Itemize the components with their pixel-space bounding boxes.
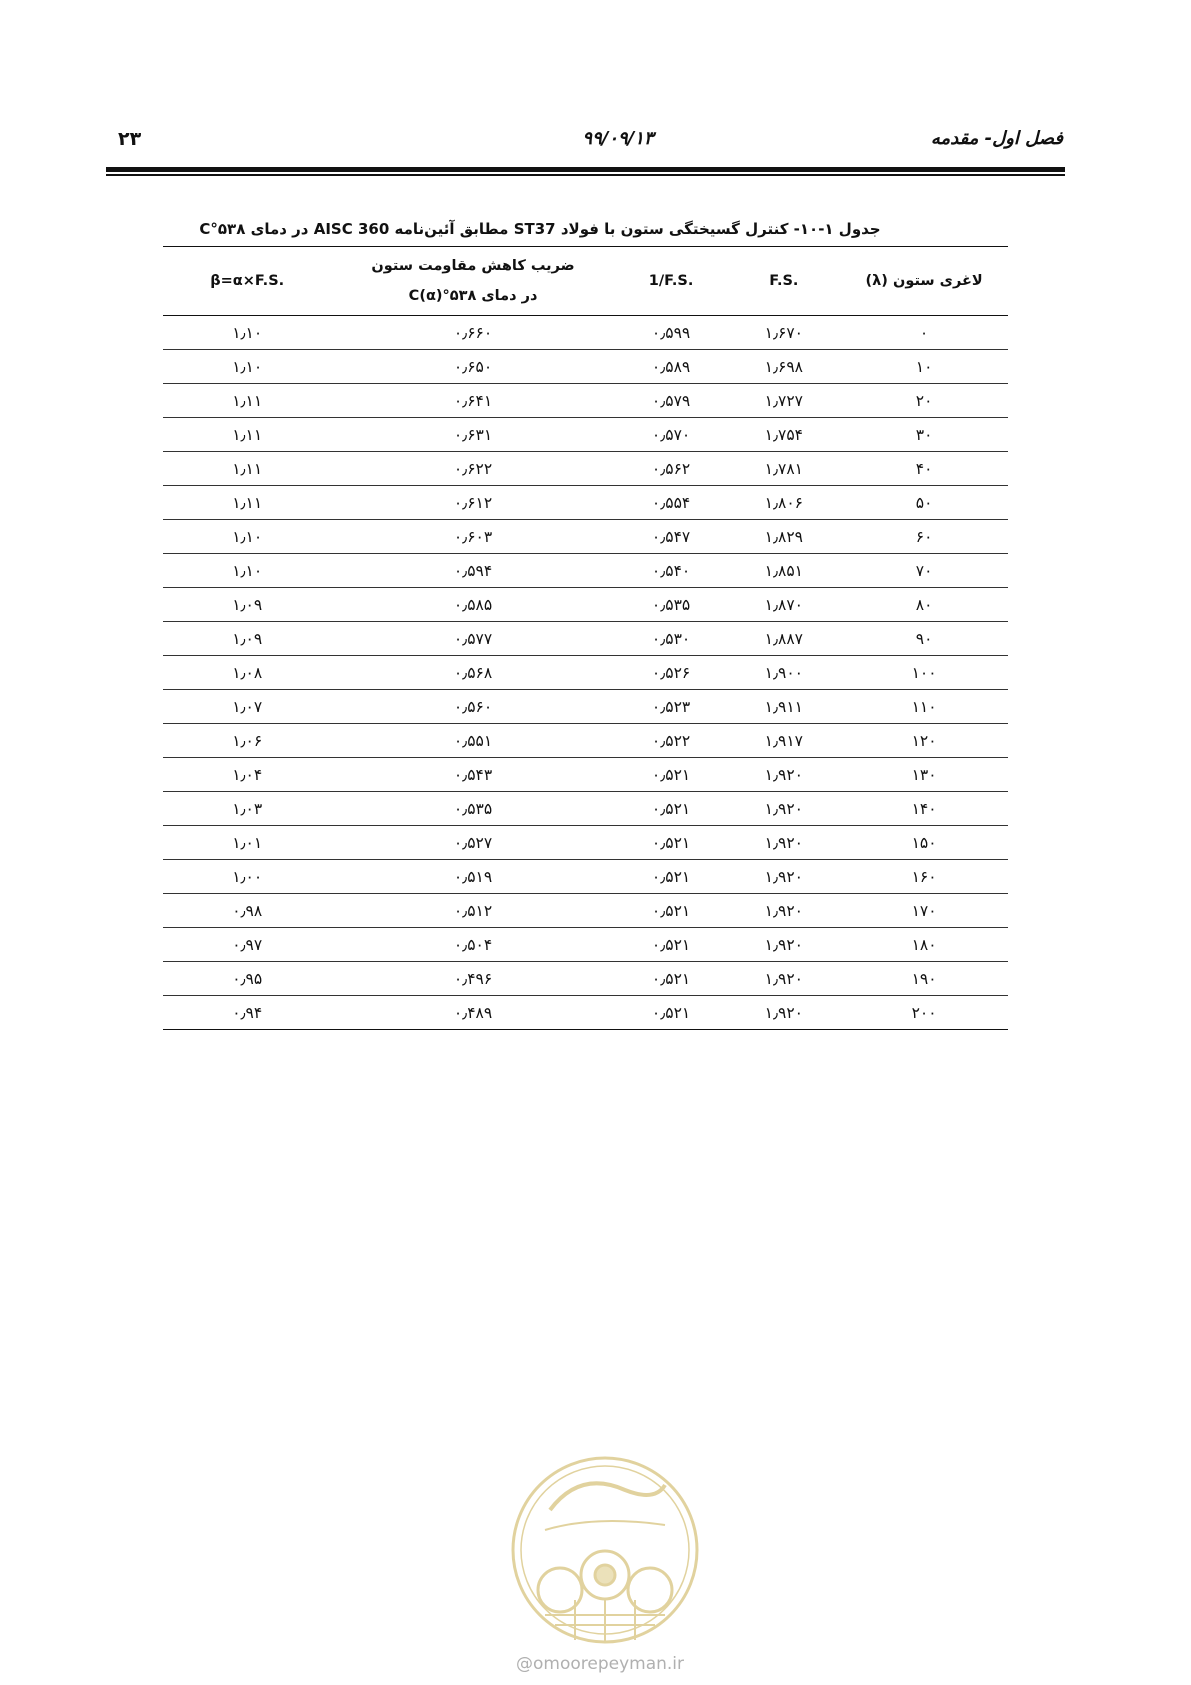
cell-alpha: ۰٫۵۷۷ — [331, 622, 614, 656]
cell-inv-fs: ۰٫۵۳۵ — [615, 588, 728, 622]
cell-beta: ۱٫۰۶ — [163, 724, 331, 758]
cell-fs: ۱٫۸۷۰ — [727, 588, 840, 622]
cell-slenderness: ۸۰ — [840, 588, 1008, 622]
cell-beta: ۱٫۱۰ — [163, 520, 331, 554]
cell-inv-fs: ۰٫۵۲۶ — [615, 656, 728, 690]
chapter-title: فصل اول- مقدمه — [930, 128, 1063, 149]
column-header-fs — [727, 247, 840, 316]
table-row — [163, 724, 1008, 758]
cell-slenderness: ۱۴۰ — [840, 792, 1008, 826]
cell-inv-fs: ۰٫۵۷۰ — [615, 418, 728, 452]
cell-alpha: ۰٫۵۲۷ — [331, 826, 614, 860]
column-header-inv-fs-label: 1/F.S. — [648, 273, 694, 289]
cell-slenderness: ۱۸۰ — [840, 928, 1008, 962]
cell-beta: ۱٫۱۰ — [163, 554, 331, 588]
cell-inv-fs: ۰٫۵۲۱ — [615, 826, 728, 860]
cell-beta: ۱٫۱۱ — [163, 486, 331, 520]
cell-fs: ۱٫۷۲۷ — [727, 384, 840, 418]
cell-slenderness: ۴۰ — [840, 452, 1008, 486]
table-caption: جدول ۱-۱۰- کنترل گسیختگی ستون با فولاد ST37 مطابق آئین‌نامه AISC 360 در دمای ۵۳۸°C — [199, 220, 881, 238]
header-date: ۹۹/۰۹/۱۳ — [582, 128, 654, 149]
cell-beta: ۱٫۰۸ — [163, 656, 331, 690]
cell-fs: ۱٫۸۸۷ — [727, 622, 840, 656]
watermark-logo — [505, 1450, 705, 1650]
cell-alpha: ۰٫۴۹۶ — [331, 962, 614, 996]
table-row — [163, 996, 1008, 1030]
cell-fs: ۱٫۹۲۰ — [727, 928, 840, 962]
cell-slenderness: ۲۰ — [840, 384, 1008, 418]
cell-beta: ۰٫۹۵ — [163, 962, 331, 996]
table-row — [163, 622, 1008, 656]
column-header-fs-label: F.S. — [769, 273, 799, 289]
table-row — [163, 860, 1008, 894]
table-row — [163, 928, 1008, 962]
cell-alpha: ۰٫۶۲۲ — [331, 452, 614, 486]
cell-inv-fs: ۰٫۵۲۲ — [615, 724, 728, 758]
column-header-inv-fs — [615, 247, 728, 316]
table-row — [163, 418, 1008, 452]
cell-slenderness: ۶۰ — [840, 520, 1008, 554]
cell-inv-fs: ۰٫۵۸۹ — [615, 350, 728, 384]
cell-fs: ۱٫۹۲۰ — [727, 826, 840, 860]
cell-beta: ۰٫۹۷ — [163, 928, 331, 962]
cell-beta: ۱٫۱۱ — [163, 384, 331, 418]
table-row — [163, 826, 1008, 860]
cell-fs: ۱٫۸۵۱ — [727, 554, 840, 588]
cell-alpha: ۰٫۶۱۲ — [331, 486, 614, 520]
cell-slenderness: ۱۷۰ — [840, 894, 1008, 928]
cell-alpha: ۰٫۴۸۹ — [331, 996, 614, 1030]
table-row — [163, 962, 1008, 996]
cell-beta: ۰٫۹۸ — [163, 894, 331, 928]
table-row — [163, 758, 1008, 792]
cell-slenderness: ۱۵۰ — [840, 826, 1008, 860]
cell-inv-fs: ۰٫۵۲۱ — [615, 928, 728, 962]
cell-inv-fs: ۰٫۵۴۰ — [615, 554, 728, 588]
cell-beta: ۱٫۰۰ — [163, 860, 331, 894]
cell-inv-fs: ۰٫۵۲۱ — [615, 758, 728, 792]
cell-beta: ۱٫۰۴ — [163, 758, 331, 792]
data-table — [163, 246, 1008, 1030]
cell-alpha: ۰٫۵۸۵ — [331, 588, 614, 622]
table-body — [163, 316, 1008, 1030]
cell-fs: ۱٫۷۸۱ — [727, 452, 840, 486]
table-header — [163, 247, 1008, 316]
cell-inv-fs: ۰٫۵۷۹ — [615, 384, 728, 418]
cell-alpha: ۰٫۶۶۰ — [331, 316, 614, 350]
column-header-beta-label: β=α×F.S. — [210, 273, 285, 289]
cell-inv-fs: ۰٫۵۲۱ — [615, 860, 728, 894]
cell-fs: ۱٫۹۲۰ — [727, 860, 840, 894]
cell-alpha: ۰٫۶۰۳ — [331, 520, 614, 554]
cell-alpha: ۰٫۵۱۲ — [331, 894, 614, 928]
cell-alpha: ۰٫۵۹۴ — [331, 554, 614, 588]
cell-alpha: ۰٫۵۵۱ — [331, 724, 614, 758]
cell-inv-fs: ۰٫۵۲۱ — [615, 962, 728, 996]
table-row — [163, 894, 1008, 928]
cell-inv-fs: ۰٫۵۲۱ — [615, 894, 728, 928]
cell-beta: ۱٫۱۰ — [163, 316, 331, 350]
column-header-alpha-line2: در دمای ۵۳۸°C(α) — [408, 288, 538, 304]
header-rule-thick — [106, 167, 1065, 172]
cell-inv-fs: ۰٫۵۵۴ — [615, 486, 728, 520]
cell-alpha: ۰٫۵۶۰ — [331, 690, 614, 724]
cell-slenderness: ۱۳۰ — [840, 758, 1008, 792]
cell-alpha: ۰٫۶۵۰ — [331, 350, 614, 384]
table-row — [163, 452, 1008, 486]
table-row — [163, 486, 1008, 520]
cell-alpha: ۰٫۵۱۹ — [331, 860, 614, 894]
cell-fs: ۱٫۹۲۰ — [727, 894, 840, 928]
cell-slenderness: ۳۰ — [840, 418, 1008, 452]
cell-alpha: ۰٫۵۴۳ — [331, 758, 614, 792]
column-header-alpha — [331, 247, 614, 316]
cell-slenderness: ۱۰ — [840, 350, 1008, 384]
column-header-beta — [163, 247, 331, 316]
cell-beta: ۱٫۰۷ — [163, 690, 331, 724]
watermark-logo-icon — [505, 1450, 705, 1650]
cell-inv-fs: ۰٫۵۲۳ — [615, 690, 728, 724]
cell-fs: ۱٫۷۵۴ — [727, 418, 840, 452]
cell-slenderness: ۱۰۰ — [840, 656, 1008, 690]
cell-fs: ۱٫۹۲۰ — [727, 996, 840, 1030]
cell-slenderness: ۹۰ — [840, 622, 1008, 656]
cell-beta: ۱٫۰۳ — [163, 792, 331, 826]
table-header-row — [163, 247, 1008, 316]
cell-fs: ۱٫۹۱۱ — [727, 690, 840, 724]
cell-inv-fs: ۰٫۵۶۲ — [615, 452, 728, 486]
table-row — [163, 316, 1008, 350]
cell-inv-fs: ۰٫۵۹۹ — [615, 316, 728, 350]
cell-inv-fs: ۰٫۵۴۷ — [615, 520, 728, 554]
cell-inv-fs: ۰٫۵۲۱ — [615, 792, 728, 826]
cell-beta: ۱٫۱۱ — [163, 418, 331, 452]
cell-fs: ۱٫۹۲۰ — [727, 962, 840, 996]
cell-slenderness: ۱۹۰ — [840, 962, 1008, 996]
cell-slenderness: ۱۲۰ — [840, 724, 1008, 758]
table-row — [163, 588, 1008, 622]
table-row — [163, 350, 1008, 384]
cell-alpha: ۰٫۶۴۱ — [331, 384, 614, 418]
cell-inv-fs: ۰٫۵۳۰ — [615, 622, 728, 656]
page-number: ۲۳ — [118, 128, 142, 150]
cell-fs: ۱٫۸۲۹ — [727, 520, 840, 554]
cell-fs: ۱٫۸۰۶ — [727, 486, 840, 520]
cell-beta: ۱٫۰۹ — [163, 588, 331, 622]
cell-fs: ۱٫۹۱۷ — [727, 724, 840, 758]
cell-slenderness: ۰ — [840, 316, 1008, 350]
table-row — [163, 792, 1008, 826]
cell-beta: ۱٫۱۱ — [163, 452, 331, 486]
cell-fs: ۱٫۹۲۰ — [727, 792, 840, 826]
cell-fs: ۱٫۶۷۰ — [727, 316, 840, 350]
table-row — [163, 520, 1008, 554]
cell-fs: ۱٫۹۲۰ — [727, 758, 840, 792]
table-row — [163, 656, 1008, 690]
cell-slenderness: ۵۰ — [840, 486, 1008, 520]
cell-alpha: ۰٫۵۳۵ — [331, 792, 614, 826]
cell-fs: ۱٫۶۹۸ — [727, 350, 840, 384]
cell-alpha: ۰٫۵۰۴ — [331, 928, 614, 962]
cell-inv-fs: ۰٫۵۲۱ — [615, 996, 728, 1030]
cell-beta: ۱٫۰۱ — [163, 826, 331, 860]
header-rule-thin — [106, 174, 1065, 176]
cell-beta: ۰٫۹۴ — [163, 996, 331, 1030]
column-header-slenderness: لاغری ستون (λ) — [840, 247, 1008, 316]
cell-beta: ۱٫۰۹ — [163, 622, 331, 656]
table-row — [163, 690, 1008, 724]
column-header-alpha-line1: ضریب کاهش مقاومت ستون — [371, 258, 575, 274]
cell-alpha: ۰٫۶۳۱ — [331, 418, 614, 452]
table-row — [163, 554, 1008, 588]
cell-alpha: ۰٫۵۶۸ — [331, 656, 614, 690]
watermark-url: @omoorepeyman.ir — [515, 1654, 685, 1674]
cell-slenderness: ۱۱۰ — [840, 690, 1008, 724]
cell-beta: ۱٫۱۰ — [163, 350, 331, 384]
cell-slenderness: ۷۰ — [840, 554, 1008, 588]
page-header — [118, 128, 1063, 158]
cell-slenderness: ۱۶۰ — [840, 860, 1008, 894]
cell-slenderness: ۲۰۰ — [840, 996, 1008, 1030]
table-row — [163, 384, 1008, 418]
cell-fs: ۱٫۹۰۰ — [727, 656, 840, 690]
